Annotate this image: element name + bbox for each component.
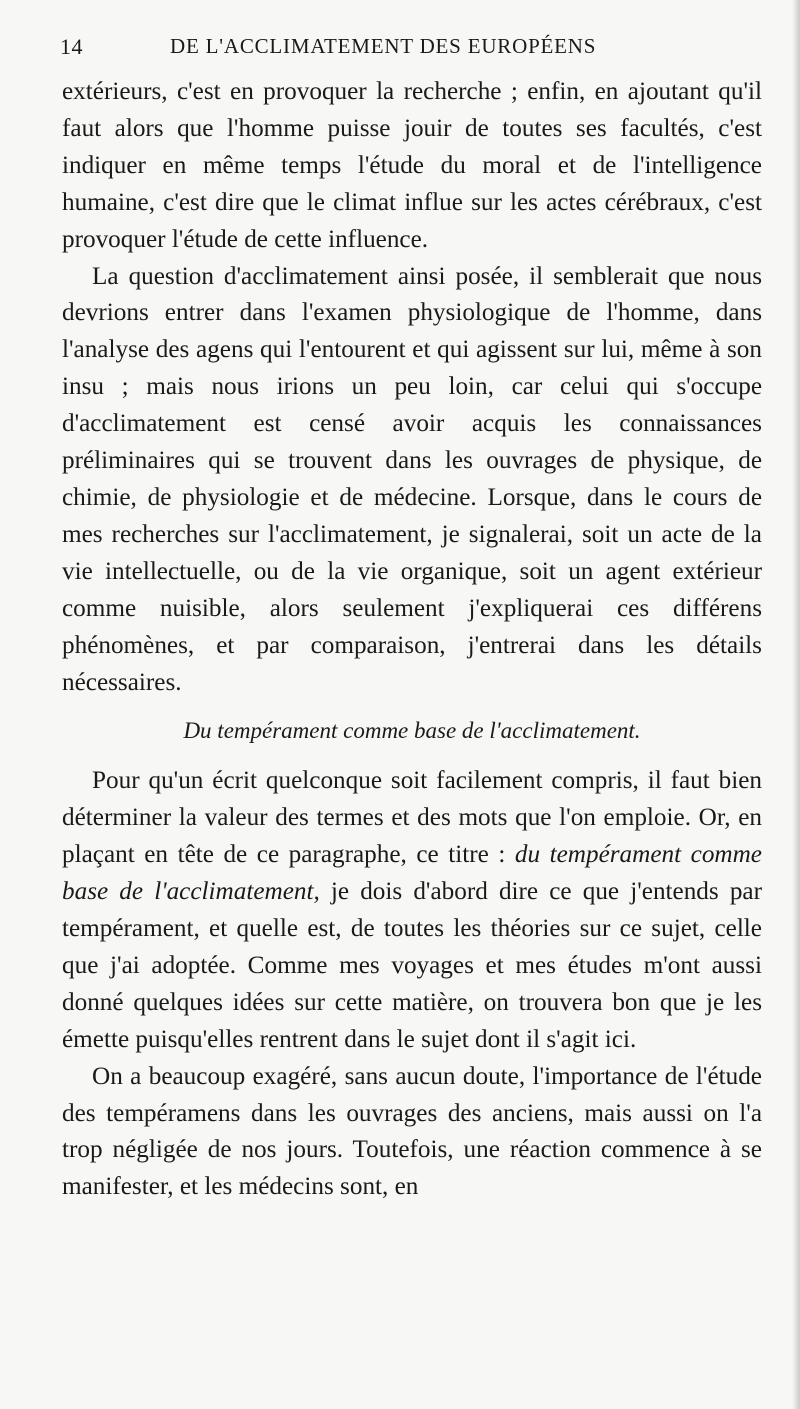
paragraph-2: La question d'acclimatement ainsi posée, il semblerait que nous devrions entrer dans l'examen physiologique de l'homme, dans l'analyse des agens qui l'entourent et qui agissent sur lui, même à son insu ; mais nous irions un peu loin, car celui qui s'occupe d'acclimatement est censé avoir acquis les connaissances préliminaires qui se trouvent dans les ouvrages de physique, de chimie, de physiologie et de médecine. Lorsque, dans le cours de mes recherches sur l'acclimatement, je signalerai, soit un acte de la vie intellectuelle, ou de la vie organique, soit un agent extérieur comme nuisible, alors seulement j'expliquerai ces différens phénomènes, et par comparaison, j'entrerai dans les détails nécessaires.: [62, 262, 762, 696]
page-number: 14: [60, 34, 83, 59]
paragraph-3: [62, 763, 762, 1058]
paragraph-3-text-start: Pour qu'un écrit quelconque soit facilement compris, il faut bien déterminer la valeur des termes et des mots que l'on emploie. Or, en plaçant en tête de ce paragraphe, ce titre :: [62, 767, 762, 869]
page-edge-shadow: [792, 0, 800, 1409]
page-header: [60, 34, 760, 68]
paragraph-1: extérieurs, c'est en provoquer la recherche ; enfin, en ajoutant qu'il faut alors que l'homme puisse jouir de toutes ses facultés, c'est indiquer en même temps l'étude du moral et de l'intelligence humaine, c'est dire que le climat influe sur les actes cérébraux, c'est provoquer l'étude de cette influence.: [62, 78, 762, 253]
paragraph-4: On a beaucoup exagéré, sans aucun doute, l'importance de l'étude des tempéramens dans les ouvrages des anciens, mais aussi on l'a trop négligée de nos jours. Toutefois, une réaction commence à se manifester, et les médecins sont, en: [62, 1062, 762, 1201]
section-heading: Du tempérament comme base de l'acclimatement.: [183, 718, 641, 744]
paragraph-3-italic-title: du tempérament comme base de l'acclimatement,: [62, 841, 762, 906]
paragraph-3-text-end: je dois d'abord dire ce que j'entends par tempérament, et quelle est, de toutes les théories sur ce sujet, celle que j'ai adoptée. Comme mes voyages et mes études m'ont aussi donné quelques idées sur cette matière, on trouvera bon que je les émette puisqu'elles rentrent dans le sujet dont il s'agit ici.: [62, 878, 762, 1053]
running-title: DE L'ACCLIMATEMENT DES EUROPÉENS: [170, 34, 597, 58]
page-body: [62, 74, 762, 1206]
